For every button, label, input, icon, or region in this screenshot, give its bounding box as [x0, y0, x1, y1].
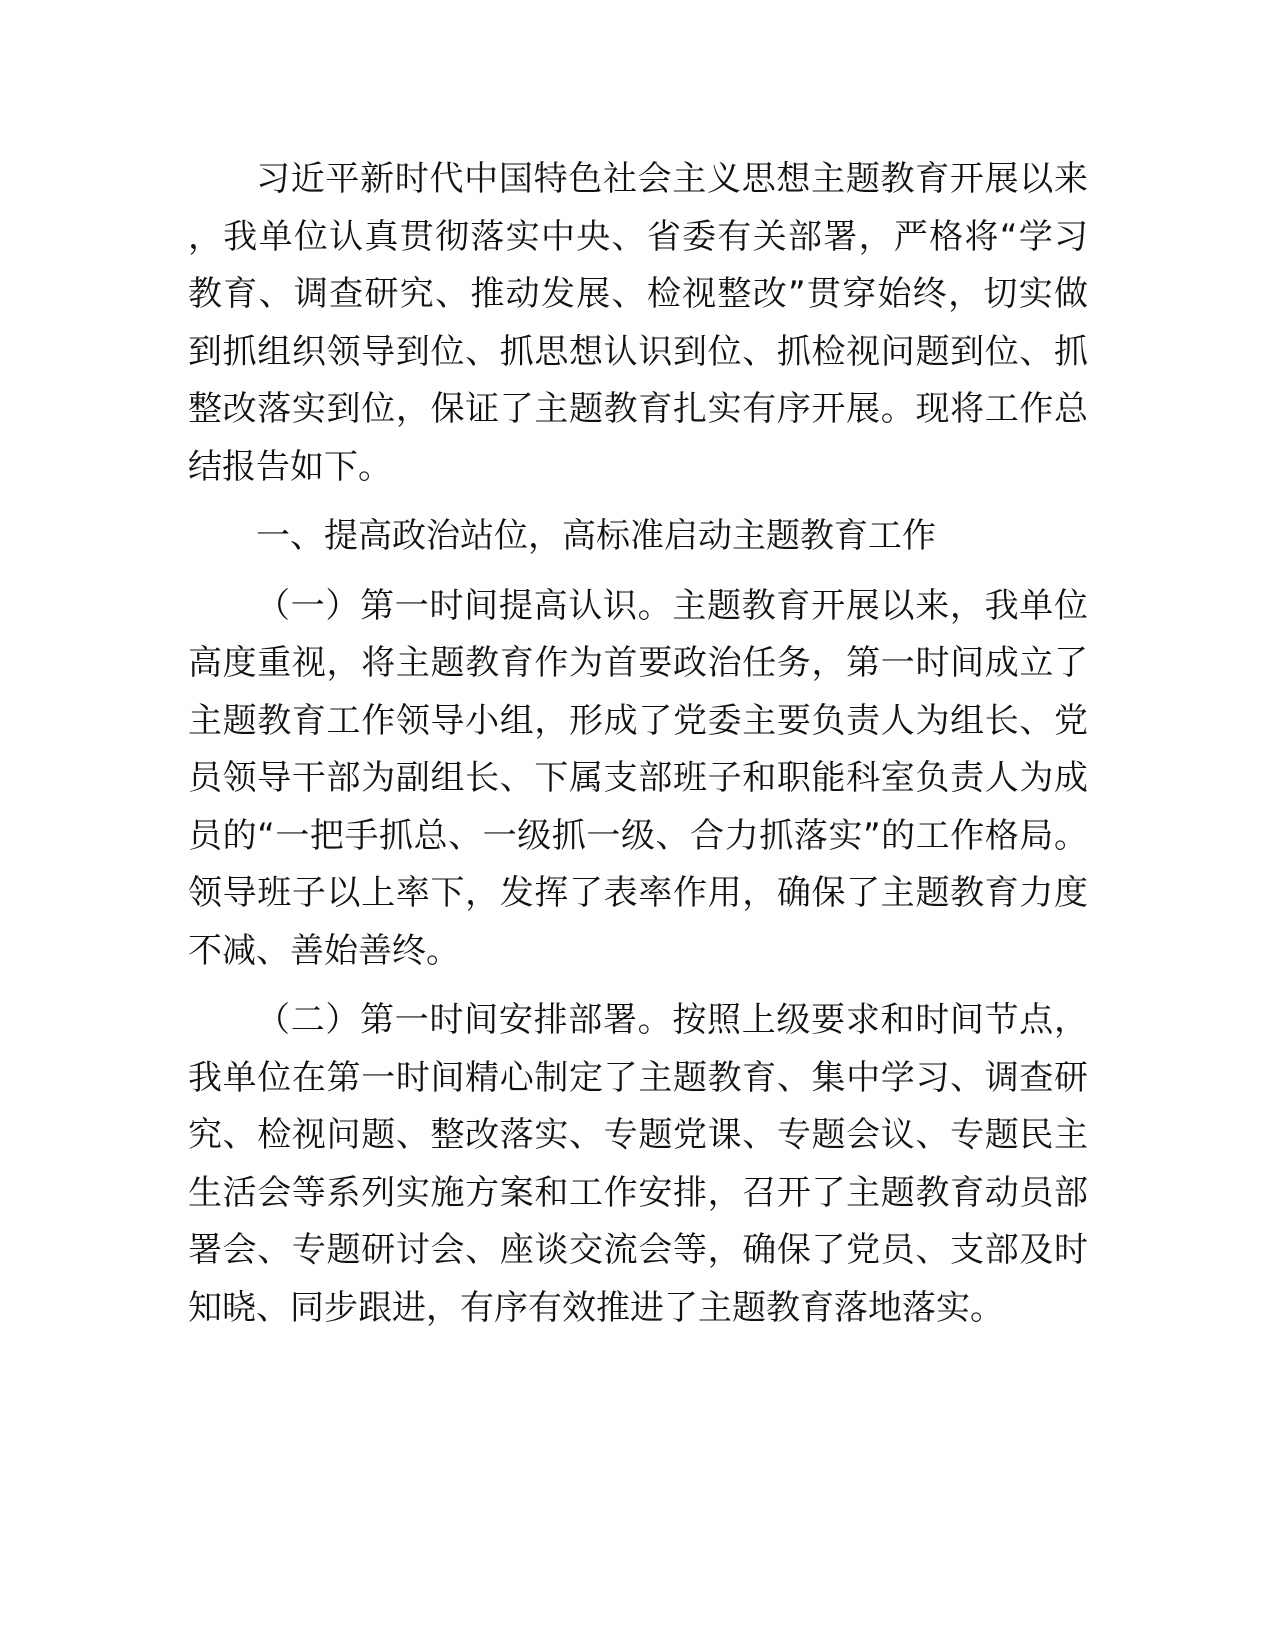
subsection-1-paragraph: （一）第一时间提高认识。主题教育开展以来，我单位高度重视，将主题教育作为首要政治任务，第一时间成立了主题教育工作领导小组，形成了党委主要负责人为组长、党员领导干部为副组长、下属支部班子和职能科室负责人为成员的“一把手抓总、一级抓一级、合力抓落实”的工作格局。领导班子以上率下，发挥了表率作用，确保了主题教育力度不减、善始善终。	[188, 585, 1088, 971]
subsection-2-paragraph: （二）第一时间安排部署。按照上级要求和时间节点，我单位在第一时间精心制定了主题教育、集中学习、调查研究、检视问题、整改落实、专题党课、专题会议、专题民主生活会等系列实施方案和工作安排，召开了主题教育动员部署会、专题研讨会、座谈交流会等，确保了党员、支部及时知晓、同步跟进，有序有效推进了主题教育落地落实。	[188, 1000, 1088, 1328]
section-heading-1: 一、提高政治站位，高标准启动主题教育工作	[256, 516, 936, 556]
document-body	[188, 151, 1088, 1337]
intro-paragraph: 习近平新时代中国特色社会主义思想主题教育开展以来，我单位认真贯彻落实中央、省委有关部署，严格将“学习教育、调查研究、推动发展、检视整改”贯穿始终，切实做到抓组织领导到位、抓思想认识到位、抓检视问题到位、抓整改落实到位，保证了主题教育扎实有序开展。现将工作总结报告如下。	[188, 159, 1088, 487]
